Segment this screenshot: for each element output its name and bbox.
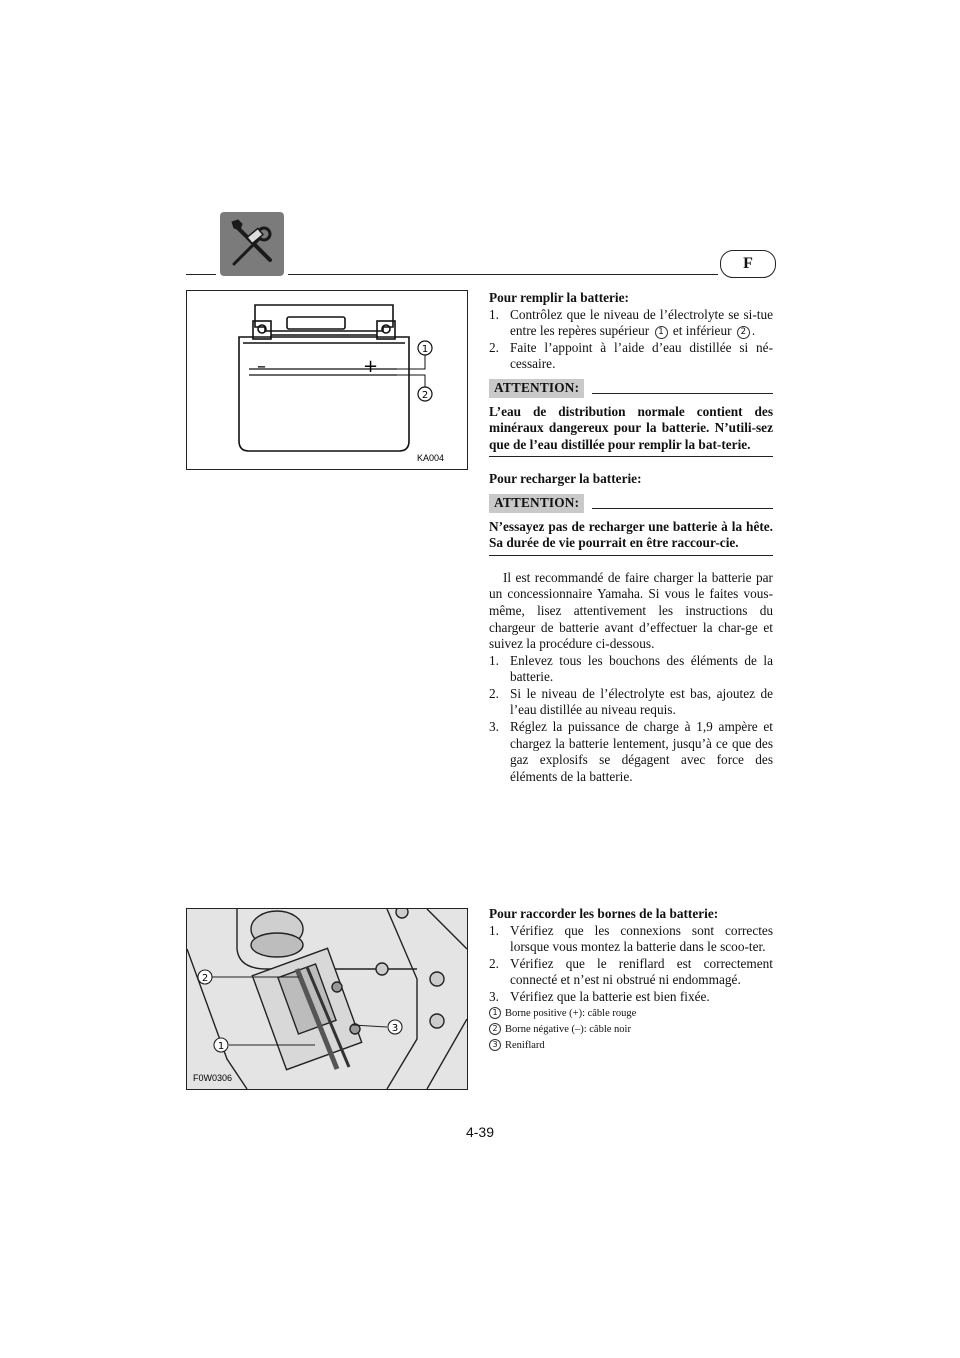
callout-ref: 2: [737, 326, 750, 339]
list-item: 1. Contrôlez que le niveau de l’électrolyte se si-tue entre les repères supérieur 1 et inférieur 2 .: [489, 306, 773, 339]
list-item: 1. Vérifiez que les connexions sont correctes lorsque vous montez la batterie dans le scoo-ter.: [489, 922, 773, 955]
callout-2: 2: [201, 973, 209, 984]
attention-badge: ATTENTION:: [489, 379, 584, 398]
battery-terminals-figure: [186, 908, 468, 1090]
callout-1: 1: [421, 344, 429, 355]
fill-charge-section: [489, 290, 773, 785]
legend-item: 2 Borne négative (–): câble noir: [489, 1022, 773, 1038]
legend-item: 1 Borne positive (+): câble rouge: [489, 1006, 773, 1022]
figure-code: KA004: [417, 453, 445, 463]
list-item: 2. Vérifiez que le reniflard est correctement connecté et n’est ni obstrué ni endommagé.: [489, 955, 773, 988]
attention-text: L’eau de distribution normale contient des minéraux dangereux pour la batterie. N’utili-sez que de l’eau distillée pour remplir la bat-terie.: [489, 404, 773, 458]
callout-ref: 1: [655, 326, 668, 339]
callout-1: 1: [217, 1041, 225, 1052]
language-badge: F: [720, 250, 776, 278]
figure-legend: [489, 1006, 773, 1054]
fill-steps: [489, 307, 773, 373]
figure-code: F0W0306: [193, 1073, 233, 1083]
list-item: 2. Faite l’appoint à l’aide d’eau distillée si né-cessaire.: [489, 339, 773, 372]
minus-sign: –: [257, 356, 266, 377]
plus-sign: +: [363, 356, 379, 377]
page-number: 4-39: [465, 1124, 495, 1140]
callout-2: 2: [421, 390, 429, 401]
list-item: 2. Si le niveau de l’électrolyte est bas, ajoutez de l’eau distillée au niveau requis.: [489, 685, 773, 718]
tools-icon: [220, 212, 284, 276]
fill-title: Pour remplir la batterie:: [489, 290, 629, 305]
header-rule-right: [288, 274, 718, 275]
attention-header: [489, 494, 773, 513]
charge-steps: [489, 653, 773, 786]
attention-badge: ATTENTION:: [489, 494, 584, 513]
attention-text: N’essayez pas de recharger une batterie à la hête. Sa durée de vie pourrait en être raccour-cie.: [489, 519, 773, 556]
attention-header: [489, 379, 773, 398]
connect-title: Pour raccorder les bornes de la batterie:: [489, 906, 719, 921]
charge-title: Pour recharger la batterie:: [489, 471, 642, 487]
callout-3: 3: [391, 1023, 399, 1034]
list-item: 3. Vérifiez que la batterie est bien fixée.: [489, 988, 710, 1004]
legend-item: 3 Reniflard: [489, 1038, 773, 1054]
connect-section: [489, 906, 773, 1054]
battery-figure: [186, 290, 468, 470]
header-rule-left: [186, 274, 216, 275]
list-item: 3. Réglez la puissance de charge à 1,9 ampère et chargez la batterie lentement, jusqu’à ce que des gaz explosifs se dégagent avec force des éléments de la batterie.: [489, 719, 773, 784]
list-item: 1. Enlevez tous les bouchons des éléments de la batterie.: [489, 652, 773, 685]
charge-intro: Il est recommandé de faire charger la batterie par un concessionnaire Yamaha. Si vous le faites vous-même, lisez attentivement les instructions du chargeur de batterie avant d’effectuer la char-ge et suivez la procédure ci-dessous.: [489, 569, 773, 652]
connect-steps: [489, 923, 773, 1006]
